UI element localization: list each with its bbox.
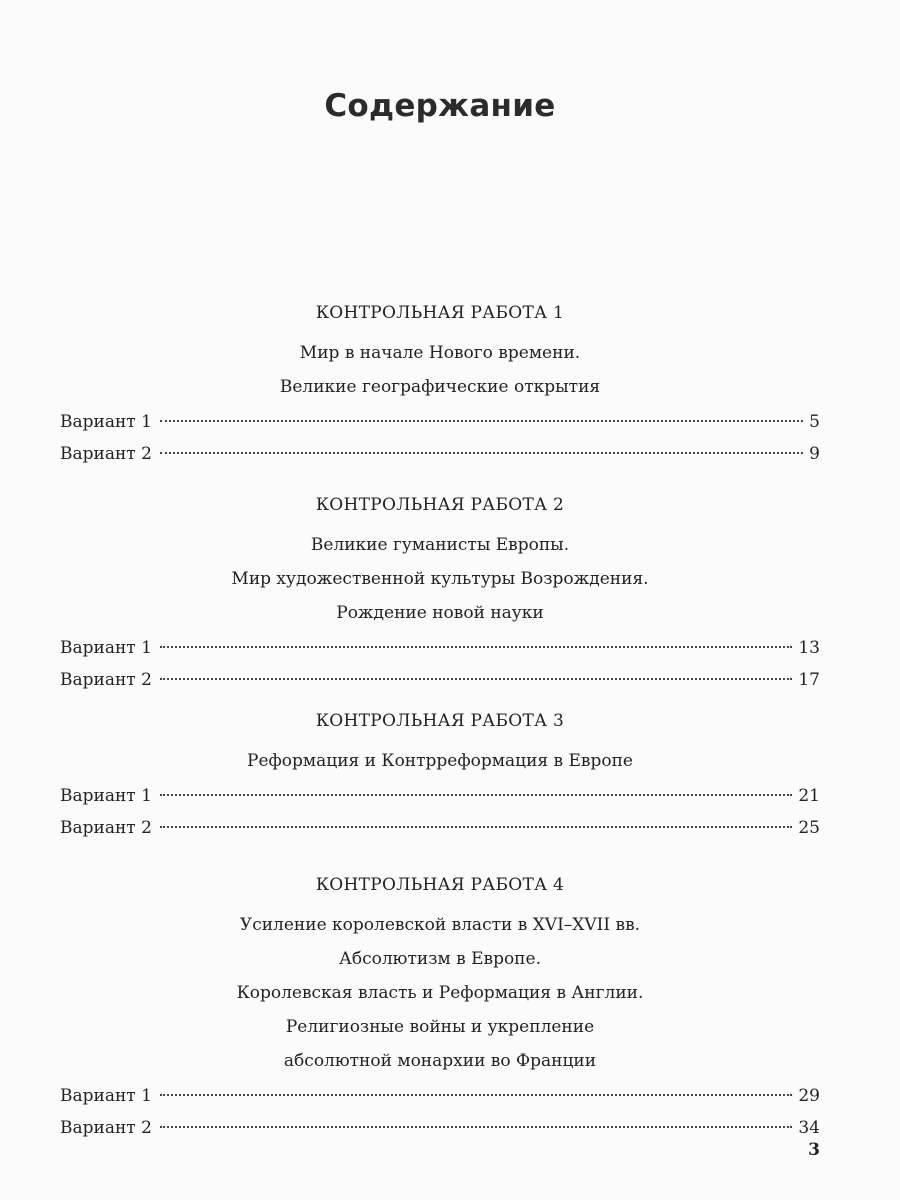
toc-entry[interactable] — [60, 1080, 820, 1112]
dot-leader — [160, 1094, 792, 1096]
dot-leader — [160, 794, 792, 796]
entry-label: Вариант 2 — [60, 444, 152, 464]
topic-line: Великие гуманисты Европы. — [310, 535, 570, 555]
entry-page-number: 21 — [798, 786, 820, 806]
section-topics — [60, 908, 820, 1078]
topic-line: Реформация и Контрреформация в Европе — [247, 751, 633, 771]
toc-section-2 — [60, 488, 820, 696]
section-entries — [60, 632, 820, 696]
toc-entry[interactable] — [60, 780, 820, 812]
toc-section-3 — [60, 704, 820, 844]
entry-label: Вариант 2 — [60, 818, 152, 838]
entry-page-number: 13 — [798, 638, 820, 658]
section-heading: КОНТРОЛЬНАЯ РАБОТА 3 — [315, 711, 565, 731]
section-topics — [60, 744, 820, 778]
page-title: Содержание — [324, 88, 556, 124]
toc-entry[interactable] — [60, 438, 820, 470]
topic-line: абсолютной монархии во Франции — [283, 1051, 597, 1071]
topic-line: Абсолютизм в Европе. — [339, 949, 541, 969]
entry-page-number: 34 — [798, 1118, 820, 1138]
toc-section-1 — [60, 296, 820, 470]
topic-line: Религиозные войны и укрепление — [285, 1017, 595, 1037]
entry-label: Вариант 1 — [60, 1086, 152, 1106]
entry-page-number: 29 — [798, 1086, 820, 1106]
toc-entry[interactable] — [60, 664, 820, 696]
topic-line: Рождение новой науки — [336, 603, 544, 623]
entry-label: Вариант 1 — [60, 638, 152, 658]
topic-line: Мир в начале Нового времени. — [299, 343, 581, 363]
section-topics — [60, 336, 820, 404]
dot-leader — [160, 420, 803, 422]
dot-leader — [160, 452, 803, 454]
section-heading: КОНТРОЛЬНАЯ РАБОТА 4 — [315, 875, 565, 895]
toc-entry[interactable] — [60, 406, 820, 438]
toc-entry[interactable] — [60, 812, 820, 844]
toc-section-4 — [60, 868, 820, 1144]
entry-label: Вариант 1 — [60, 412, 152, 432]
entry-page-number: 25 — [798, 818, 820, 838]
topic-line: Усиление королевской власти в XVI–XVII вв. — [239, 915, 641, 935]
dot-leader — [160, 1126, 792, 1128]
entry-page-number: 9 — [809, 444, 820, 464]
entry-label: Вариант 2 — [60, 1118, 152, 1138]
section-heading: КОНТРОЛЬНАЯ РАБОТА 1 — [315, 303, 565, 323]
toc-entry[interactable] — [60, 632, 820, 664]
dot-leader — [160, 646, 792, 648]
topic-line: Мир художественной культуры Возрождения. — [231, 569, 649, 589]
dot-leader — [160, 678, 792, 680]
entry-page-number: 5 — [809, 412, 820, 432]
topic-line: Великие географические открытия — [279, 377, 601, 397]
entry-label: Вариант 1 — [60, 786, 152, 806]
section-entries — [60, 1080, 820, 1144]
toc-entry[interactable] — [60, 1112, 820, 1144]
topic-line: Королевская власть и Реформация в Англии. — [236, 983, 644, 1003]
dot-leader — [160, 826, 792, 828]
section-heading: КОНТРОЛЬНАЯ РАБОТА 2 — [315, 495, 565, 515]
section-entries — [60, 406, 820, 470]
entry-label: Вариант 2 — [60, 670, 152, 690]
page-number: 3 — [808, 1140, 820, 1160]
entry-page-number: 17 — [798, 670, 820, 690]
section-entries — [60, 780, 820, 844]
section-topics — [60, 528, 820, 630]
